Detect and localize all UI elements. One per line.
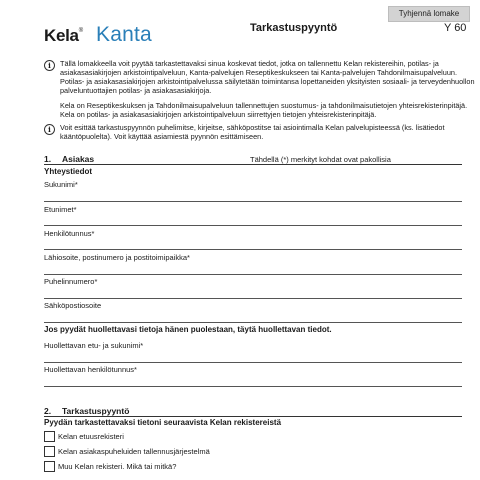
phone-field[interactable] (44, 298, 462, 299)
benefits-register-checkbox[interactable] (44, 431, 55, 442)
contact-info-heading: Yhteystiedot (44, 167, 93, 176)
other-register-checkbox[interactable] (44, 461, 55, 472)
form-title: Tarkastuspyyntö (250, 22, 338, 34)
intro-paragraph-1: Tällä lomakkeella voit pyytää tarkastettavaksi sinua koskevat tiedot, jotka on tallennettu Kelan rekistereihin, potilas- ja asiakasasiakirjojen arkistointipalveluun, Kanta-palvelujen Reseptikeskukseen tai Kanta-palvelujen Tahdonilmaisupalveluun. Potilas- ja asiakasasiakirjojen arkistointipalvelussa säilytetään toimintansa lopettaneiden yksityisten sosiaali- ja terveydenhuollon palveluntuottajien potilas- ja asiakasasiakirjoja. (60, 59, 475, 95)
info-icon: i (44, 60, 55, 71)
section-2-title: Tarkastuspyyntö (62, 406, 130, 416)
email-field[interactable] (44, 322, 462, 323)
address-field[interactable] (44, 274, 462, 275)
registered-mark: ® (78, 28, 83, 35)
kela-logo (44, 26, 83, 46)
form-code: Y 60 (444, 22, 467, 34)
section-divider (44, 164, 462, 165)
surname-label: Sukunimi* (44, 180, 78, 189)
firstnames-field[interactable] (44, 225, 462, 226)
required-fields-note: Tähdellä (*) merkityt kohdat ovat pakollisia (250, 155, 391, 164)
intro-paragraph-2: Kela on Reseptikeskuksen ja Tahdonilmaisupalveluun tallennettujen suostumus- ja tahdonilmaisutietojen yhteisrekisterinpitäjä. Kela on potilas- ja asiakasasiakirjojen arkistointipalveluun siirrettyjen tietojen yhteisrekisterinpitäjä. (60, 101, 468, 119)
guardian-ssn-field[interactable] (44, 386, 462, 387)
address-label: Lähiosoite, postinumero ja postitoimipaikka* (44, 253, 190, 262)
call-recording-checkbox[interactable] (44, 446, 55, 457)
ssn-field[interactable] (44, 249, 462, 250)
clear-form-button[interactable]: Tyhjennä lomake (388, 6, 470, 22)
benefits-register-label: Kelan etuusrekisteri (58, 432, 124, 441)
section-2-number: 2. (44, 406, 52, 416)
section-1-number: 1. (44, 154, 52, 164)
section-2-subheading: Pyydän tarkastettavaksi tietoni seuraavista Kelan rekistereistä (44, 418, 282, 427)
guardian-ssn-label: Huollettavan henkilötunnus* (44, 365, 137, 374)
kanta-logo: Kanta (96, 23, 152, 46)
firstnames-label: Etunimet* (44, 205, 77, 214)
section-1-title: Asiakas (62, 154, 95, 164)
kela-logo-text: Kela (44, 26, 79, 45)
intro-paragraph-3: Voit esittää tarkastuspyynnön puhelimitse, kirjeitse, sähköpostitse tai asiointimalla Kelan palvelupisteessä (ks. lisätiedot kääntöpuolelta). Voit käyttää asiamiestä pyynnön esittämiseen. (60, 123, 445, 141)
email-label: Sähköpostiosoite (44, 301, 102, 310)
phone-label: Puhelinnumero* (44, 277, 98, 286)
call-recording-label: Kelan asiakaspuheluiden tallennusjärjestelmä (58, 447, 210, 456)
guardian-heading: Jos pyydät huollettavasi tietoja hänen puolestaan, täytä huollettavan tiedot. (44, 325, 332, 334)
info-icon: i (44, 124, 55, 135)
surname-field[interactable] (44, 201, 462, 202)
guardian-name-label: Huollettavan etu- ja sukunimi* (44, 341, 144, 350)
ssn-label: Henkilötunnus* (44, 229, 95, 238)
guardian-name-field[interactable] (44, 362, 462, 363)
other-register-label: Muu Kelan rekisteri. Mikä tai mitkä? (58, 462, 177, 471)
